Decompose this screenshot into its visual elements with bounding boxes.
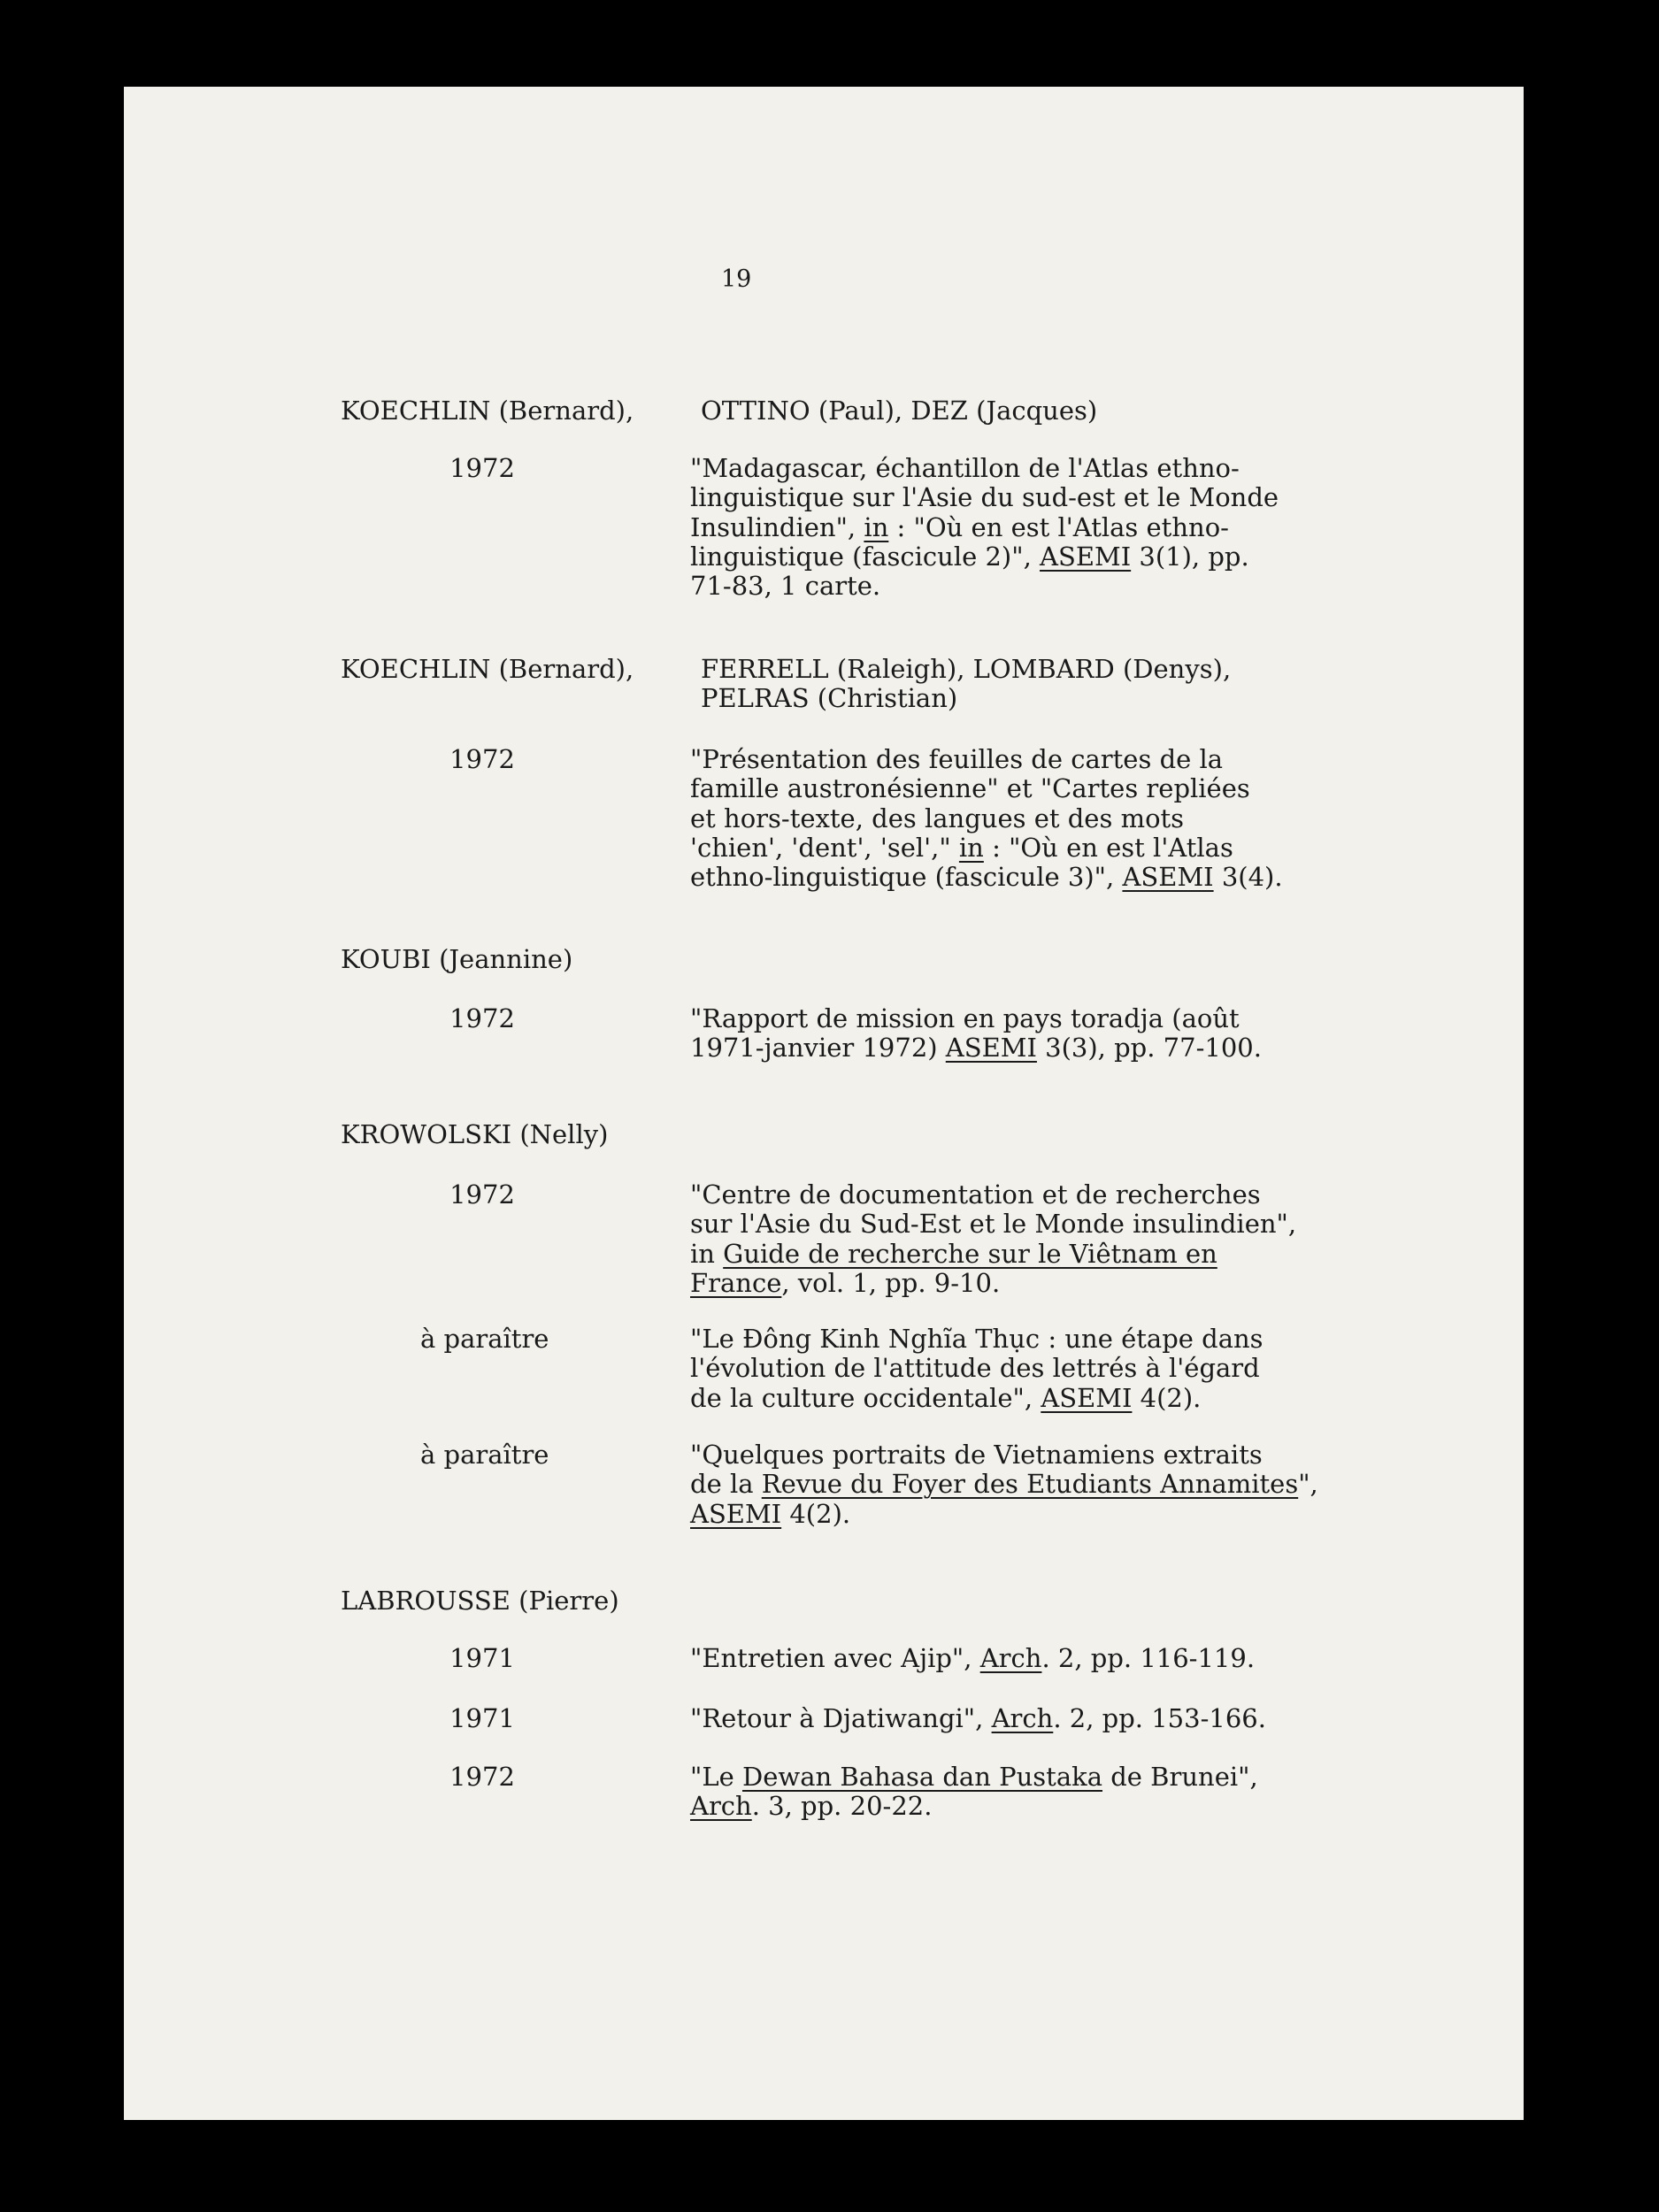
reference-text-line: l'évolution de l'attitude des lettrés à l'égard: [690, 1353, 1260, 1384]
entry-author: LABROUSSE (Pierre): [341, 1586, 619, 1616]
reference-year: 1972: [449, 1003, 515, 1033]
entry-author: KOECHLIN (Bernard),: [341, 396, 634, 426]
entry-coauthors: FERRELL (Raleigh), LOMBARD (Denys),: [701, 654, 1232, 684]
page-number: 19: [721, 265, 752, 293]
reference-year: à paraître: [420, 1440, 549, 1470]
reference-year: 1972: [449, 1179, 515, 1210]
reference-text-line: France, vol. 1, pp. 9-10.: [690, 1267, 1001, 1298]
reference-text-line: Insulindien", in : "Où en est l'Atlas ethno-: [690, 511, 1229, 542]
reference-text-line: "Présentation des feuilles de cartes de la: [690, 744, 1224, 774]
reference-text-line: 'chien', 'dent', 'sel'," in : "Où en est l'Atlas: [690, 832, 1233, 863]
reference-text-line: linguistique (fascicule 2)", ASEMI 3(1), pp.: [690, 541, 1249, 572]
reference-year: 1971: [449, 1703, 515, 1733]
reference-text-line: "Rapport de mission en pays toradja (août: [690, 1003, 1240, 1033]
reference-text-line: et hors-texte, des langues et des mots: [690, 803, 1185, 833]
reference-year: 1971: [449, 1643, 515, 1673]
reference-year: à paraître: [420, 1324, 549, 1354]
reference-text-line: in Guide de recherche sur le Viêtnam en: [690, 1238, 1217, 1269]
reference-year: 1972: [449, 744, 515, 774]
entry-coauthors: OTTINO (Paul), DEZ (Jacques): [701, 396, 1098, 426]
entry-author: KROWOLSKI (Nelly): [341, 1119, 609, 1149]
reference-text-line: ASEMI 4(2).: [690, 1498, 851, 1529]
entry-author: KOUBI (Jeannine): [341, 944, 573, 974]
reference-text-line: "Le Đông Kinh Nghĩa Thục : une étape dans: [690, 1324, 1263, 1354]
reference-text-line: 71-83, 1 carte.: [690, 571, 881, 602]
reference-text-line: ethno-linguistique (fascicule 3)", ASEMI 3(4).: [690, 862, 1283, 893]
reference-text-line: "Le Dewan Bahasa dan Pustaka de Brunei",: [690, 1762, 1258, 1792]
entry-coauthors: PELRAS (Christian): [701, 683, 958, 714]
reference-text-line: 1971-janvier 1972) ASEMI 3(3), pp. 77-100.: [690, 1033, 1262, 1064]
reference-text-line: famille austronésienne" et "Cartes repliées: [690, 773, 1250, 804]
reference-text-line: Arch. 3, pp. 20-22.: [690, 1791, 933, 1822]
reference-year: 1972: [449, 1762, 515, 1792]
reference-text-line: "Centre de documentation et de recherches: [690, 1179, 1261, 1210]
reference-year: 1972: [449, 453, 515, 483]
entry-author: KOECHLIN (Bernard),: [341, 654, 634, 684]
reference-text-line: "Entretien avec Ajip", Arch. 2, pp. 116-119.: [690, 1643, 1256, 1673]
reference-text-line: "Quelques portraits de Vietnamiens extraits: [690, 1440, 1263, 1470]
reference-text-line: sur l'Asie du Sud-Est et le Monde insulindien",: [690, 1209, 1297, 1240]
reference-text-line: "Madagascar, échantillon de l'Atlas ethno-: [690, 453, 1240, 483]
reference-text-line: linguistique sur l'Asie du sud-est et le Monde: [690, 482, 1279, 513]
reference-text-line: de la culture occidentale", ASEMI 4(2).: [690, 1382, 1202, 1413]
reference-text-line: de la Revue du Foyer des Etudiants Annamites",: [690, 1469, 1318, 1500]
reference-text-line: "Retour à Djatiwangi", Arch. 2, pp. 153-166.: [690, 1703, 1266, 1733]
